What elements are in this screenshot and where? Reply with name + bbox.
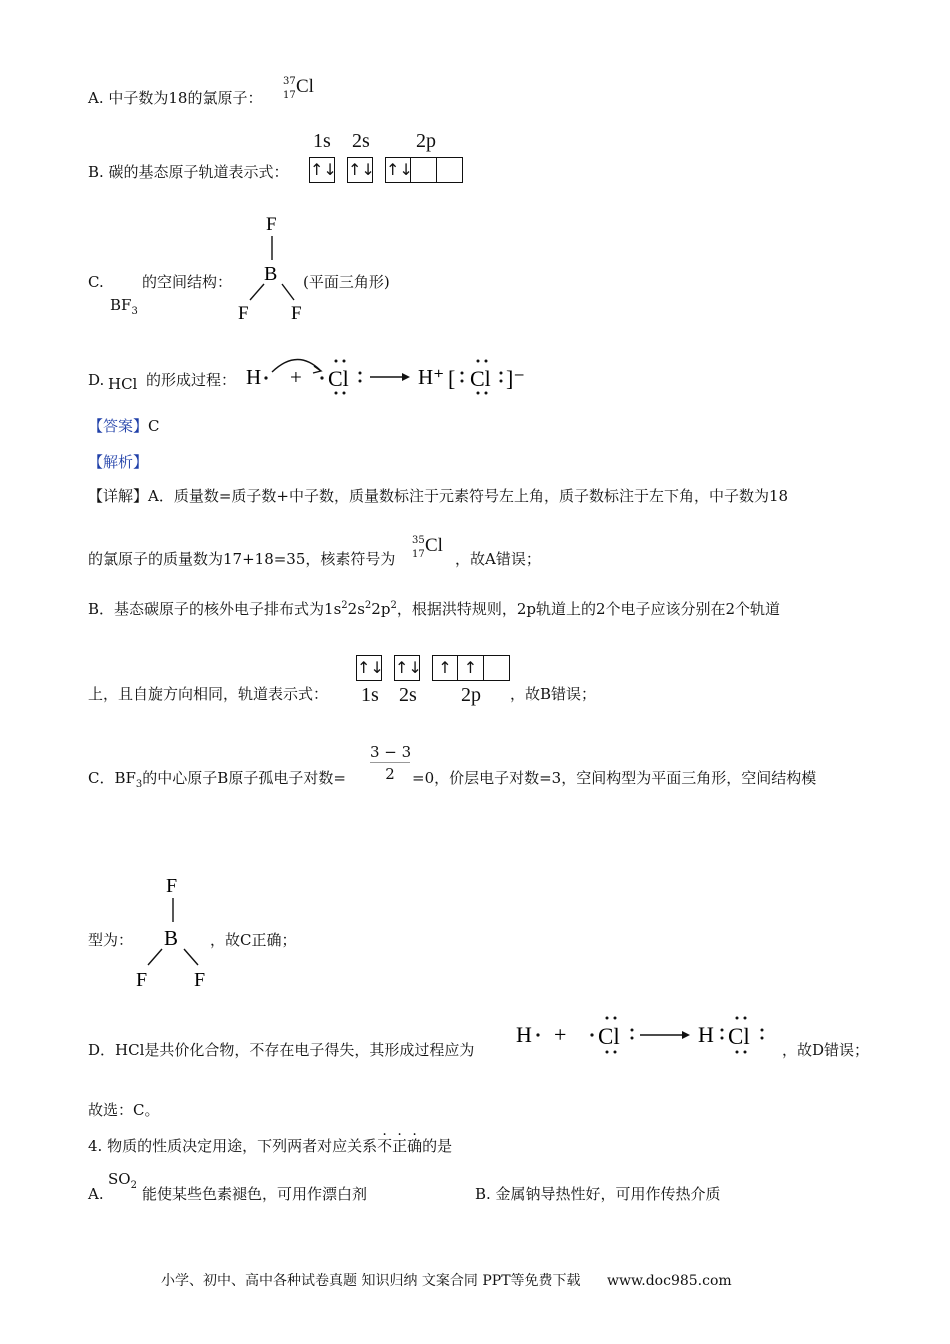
mass-number: 37 [283, 76, 296, 87]
eq-cl-d: Cl [598, 1024, 620, 1049]
q4-option-a-prefix: A. [88, 1185, 104, 1203]
detail-c-line2: 型为： [88, 931, 134, 949]
sup-1: 2 [341, 600, 348, 611]
so2-sub: 2 [130, 1180, 137, 1191]
hcl-formula: HCl [108, 375, 138, 393]
detail-tag: 【详解】 [88, 487, 149, 505]
detail-a-line1 [88, 486, 788, 506]
element-symbol-cl: Cl [425, 535, 443, 556]
option-b-text: B. 碳的基态原子轨道表示式： [88, 163, 289, 181]
q4-stem-post: 的是 [422, 1137, 453, 1155]
detail-d-line: D．HCl是共价化合物，不存在电子得失，其形成过程应为 [88, 1041, 475, 1059]
orbital-label-1s-c: 1s [361, 684, 379, 706]
eq-plus-d: + [554, 1022, 567, 1047]
eq-h-d: H [516, 1022, 532, 1047]
atom-f-left-d: F [136, 969, 148, 990]
fraction-denominator: 2 [385, 765, 395, 783]
hcl-ionic-process [242, 348, 542, 398]
eq-cl: Cl [328, 366, 349, 391]
orbital-box-2s-c: ↑↓ [394, 655, 420, 681]
detail-a-line2 [88, 549, 395, 569]
q4-stem-pre: 4. 物质的性质决定用途，下列两者对应关系 [88, 1137, 378, 1155]
so2-formula [108, 1170, 137, 1191]
detail-b-post: ，根据洪特规则，2p轨道上的2个电子应该分别在2个轨道 [396, 600, 781, 618]
element-symbol: Cl [296, 76, 314, 97]
detail-b-pre: B．基态碳原子的核外电子排布式为1s [88, 600, 342, 618]
atomic-number: 17 [283, 90, 296, 101]
detail-b-2s: 2s [347, 600, 365, 618]
bond-left [250, 284, 264, 300]
atom-b: B [264, 263, 278, 285]
option-d-prefix: D. [88, 371, 105, 389]
orbital-box-1s-c: ↑↓ [356, 655, 382, 681]
q4-emph-1: 不 [377, 1137, 393, 1155]
orbital-box-1s: ↑↓ [309, 157, 335, 183]
detail-a-conclusion: ，故A错误； [455, 550, 541, 568]
atom-f-top: F [266, 214, 277, 235]
orbital-box-2p-3-c [484, 655, 510, 681]
orbital-label-2s-c: 2s [399, 684, 417, 706]
orbital-box-2s: ↑↓ [347, 157, 373, 183]
option-b [88, 162, 289, 182]
eq-h-plus: H⁺ [418, 365, 445, 389]
option-c-note: (平面三角形) [303, 273, 390, 291]
bond-right [282, 284, 294, 300]
eq-h-product: H [698, 1022, 714, 1047]
atomic-number-17: 17 [412, 549, 425, 560]
formula-subscript: 3 [131, 306, 138, 317]
footer-url[interactable]: www.doc985.com [606, 1273, 732, 1289]
detail-c-post: =0，价层电子对数=3，空间构型为平面三角形，空间结构模 [412, 769, 817, 787]
detail-a-text2: 的氯原子的质量数为17+18=35，核素符号为 [88, 550, 396, 568]
orbital-box-2p-2 [411, 157, 437, 183]
footer [161, 1270, 732, 1290]
bf3-structure-detail [130, 870, 220, 990]
fraction-numerator: 3 − 3 [370, 743, 412, 761]
atom-f-right: F [291, 303, 302, 324]
bracket-left: [ [448, 366, 456, 391]
detail-b-line2: 上，且自旋方向相同，轨道表示式： [88, 685, 329, 703]
detail-c-sub: 3 [135, 779, 143, 790]
eq-cl-product: Cl [728, 1024, 750, 1049]
eq-h: H [246, 365, 262, 389]
bf3-structure [228, 212, 318, 327]
detail-b-conclusion: ，故B错误； [510, 685, 597, 703]
orbital-label-2s: 2s [352, 130, 370, 152]
sup-3: 2 [390, 600, 397, 611]
atom-f-left: F [238, 303, 249, 324]
bf3-formula [110, 296, 138, 317]
option-a [88, 88, 262, 108]
orbital-box-2p-3 [437, 157, 463, 183]
question-4-stem [88, 1136, 452, 1156]
detail-b-line1 [88, 596, 780, 619]
orbital-label-2p-c: 2p [461, 684, 481, 706]
detail-c-line1 [88, 768, 346, 795]
sup-2: 2 [364, 600, 372, 611]
formula-text: BF [110, 296, 132, 314]
footer-text: 小学、初中、高中各种试卷真题 知识归纳 文案合同 PPT等免费下载 [161, 1273, 581, 1289]
orbital-label-1s: 1s [313, 130, 331, 152]
orbital-box-2p-2-c: ↑ [458, 655, 484, 681]
option-c-prefix: C. [88, 273, 104, 291]
option-a-text: A. 中子数为18的氯原子： [88, 89, 263, 107]
atom-b-d: B [164, 926, 179, 950]
orbital-box-2p-1-c: ↑ [432, 655, 458, 681]
orbital-label-2p: 2p [416, 130, 436, 152]
eq-cl-ion: Cl [470, 366, 491, 391]
orbital-diagram-correct [356, 655, 510, 681]
orbital-diagram-b [309, 157, 463, 183]
answer-line [88, 416, 160, 436]
hcl-covalent-process [512, 1008, 782, 1060]
answer-tag: 【答案】 [88, 417, 149, 435]
q4-option-b-text: B. 金属钠导热性好，可用作传热介质 [475, 1185, 721, 1203]
detail-c-pre: C．BF [88, 769, 136, 787]
q4-emph-2: 正 [392, 1137, 408, 1155]
detail-c-conclusion: ，故C正确； [210, 931, 297, 949]
detail-a-text1: A．质量数=质子数+中子数，质量数标注于元素符号左上角，质子数标注于左下角，中子数为18 [148, 487, 789, 505]
option-c-text: 的空间结构： [142, 273, 233, 291]
eq-plus: + [290, 365, 302, 389]
mass-number-35: 35 [412, 535, 425, 546]
detail-c-mid: 的中心原子B原子孤电子对数= [142, 769, 346, 787]
bracket-right: ]⁻ [506, 366, 525, 391]
analysis-tag: 【解析】 [88, 453, 149, 471]
orbital-box-2p-1: ↑↓ [385, 157, 411, 183]
q4-option-a-text: 能使某些色素褪色，可用作漂白剂 [142, 1185, 368, 1203]
option-d-text: 的形成过程： [146, 371, 237, 389]
atom-f-right-d: F [194, 969, 206, 990]
q4-emph-3: 确 [407, 1137, 423, 1155]
atom-f-top-d: F [166, 875, 178, 897]
answer-value: C [148, 417, 160, 435]
fraction [370, 742, 410, 785]
conclusion: 故选：C。 [88, 1101, 160, 1119]
so2-text: SO [108, 1170, 131, 1188]
detail-d-conclusion: ，故D错误； [782, 1041, 870, 1059]
detail-b-2p: 2p [371, 600, 391, 618]
